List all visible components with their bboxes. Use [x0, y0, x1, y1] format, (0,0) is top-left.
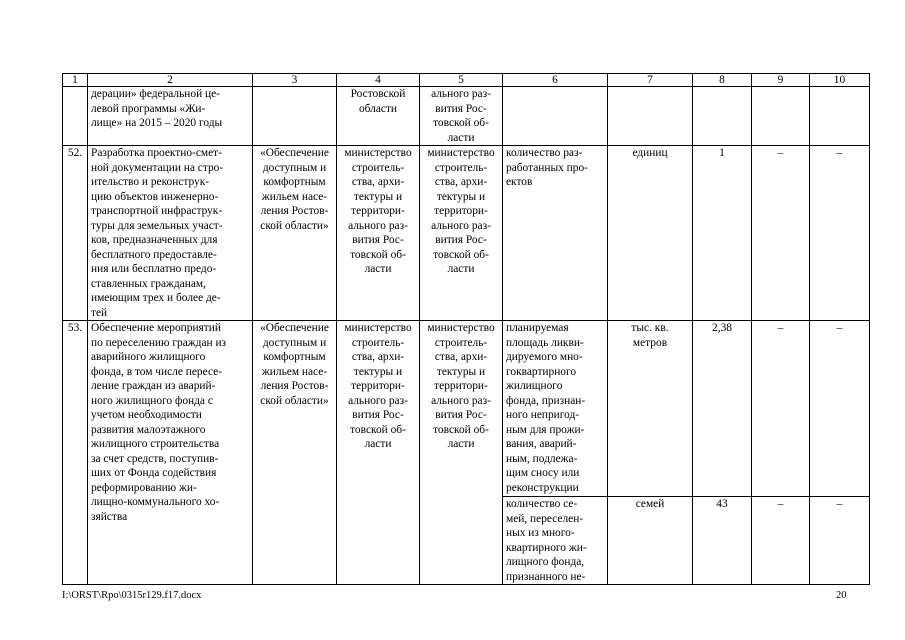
page-number: 20	[836, 590, 847, 601]
program-cell	[253, 87, 337, 146]
value-cell: 1	[693, 146, 752, 321]
table-row-53	[63, 321, 870, 497]
coexecutor-cell: министерство строитель- ства, архи- тектуры и территори- ального раз- вития Рос- товской об- ласти	[420, 146, 503, 321]
executor-cell: министерство строитель- ства, архи- тектуры и территори- ального раз- вития Рос- товской об- ласти	[337, 321, 420, 585]
header-cell: 5	[420, 74, 503, 87]
unit-cell: тыс. кв. метров	[608, 321, 693, 497]
indicator-cell	[503, 87, 608, 146]
value-cell: –	[810, 321, 870, 497]
value-cell: 43	[693, 497, 752, 585]
header-cell: 9	[752, 74, 810, 87]
coexecutor-cell: министерство строитель- ства, архи- тектуры и территори- ального раз- вития Рос- товской об- ласти	[420, 321, 503, 585]
measure-name-cell: Обеспечение мероприятий по переселению граждан из аварийного жилищного фонда, в том числе пересе- ление граждан из аварий- ного жилищного фонда с учетом необходимости развития малоэтажного жилищного строительства за счет средств, поступив- ших от Фонда содействия реформированию жи- лищно-коммунального хо- зяйства	[88, 321, 253, 585]
header-cell: 4	[337, 74, 420, 87]
header-cell: 1	[63, 74, 88, 87]
value-cell: –	[810, 146, 870, 321]
value-cell: –	[752, 146, 810, 321]
value-cell: –	[810, 497, 870, 585]
value-cell: –	[752, 321, 810, 497]
indicator-cell: планируемая площадь ликви- дируемого мно- гоквартирного жилищного фонда, признан- ного непригод- ным для прожи- вания, аварий- ным, подлежа- щим сносу или реконструкции	[503, 321, 608, 497]
measure-name-cell: Разработка проектно-смет- ной документации на стро- ительство и реконструк- цию объектов инженерно- транспортной инфраструк- туры для земельных участ- ков, предназначенных для бесплатного предоставле- ния или бесплатно предо- ставленных гражданам, имеющим трех и более де- тей	[88, 146, 253, 321]
header-cell: 7	[608, 74, 693, 87]
unit-cell	[608, 87, 693, 146]
header-cell: 2	[88, 74, 253, 87]
indicator-cell: количество раз- работанных про- ектов	[503, 146, 608, 321]
value-cell: –	[752, 497, 810, 585]
value-cell	[810, 87, 870, 146]
executor-cell: Ростовской области	[337, 87, 420, 146]
row-number-cell: 53.	[63, 321, 88, 585]
program-cell: «Обеспечение доступным и комфортным жильем насе- ления Ростов- ской области»	[253, 146, 337, 321]
indicator-cell: количество се- мей, переселен- ных из много- квартирного жи- лищного фонда, признанного не-	[503, 497, 608, 585]
table-row-52	[63, 146, 870, 321]
footer-file-path: I:\ORST\Rpo\0315r129.f17.docx	[62, 590, 202, 601]
value-cell	[693, 87, 752, 146]
measure-name-cell: дерации» федеральной це- левой программы «Жи- лище» на 2015 – 2020 годы	[88, 87, 253, 146]
header-cell: 10	[810, 74, 870, 87]
header-cell: 8	[693, 74, 752, 87]
unit-cell: единиц	[608, 146, 693, 321]
document-table	[62, 73, 870, 585]
program-cell: «Обеспечение доступным и комфортным жильем насе- ления Ростов- ской области»	[253, 321, 337, 585]
table-header-row	[63, 74, 870, 87]
value-cell	[752, 87, 810, 146]
coexecutor-cell: ального раз- вития Рос- товской об- ласти	[420, 87, 503, 146]
table-row-continued	[63, 87, 870, 146]
row-number-cell	[63, 87, 88, 146]
header-cell: 3	[253, 74, 337, 87]
unit-cell: семей	[608, 497, 693, 585]
executor-cell: министерство строитель- ства, архи- тектуры и территори- ального раз- вития Рос- товской об- ласти	[337, 146, 420, 321]
header-cell: 6	[503, 74, 608, 87]
row-number-cell: 52.	[63, 146, 88, 321]
value-cell: 2,38	[693, 321, 752, 497]
